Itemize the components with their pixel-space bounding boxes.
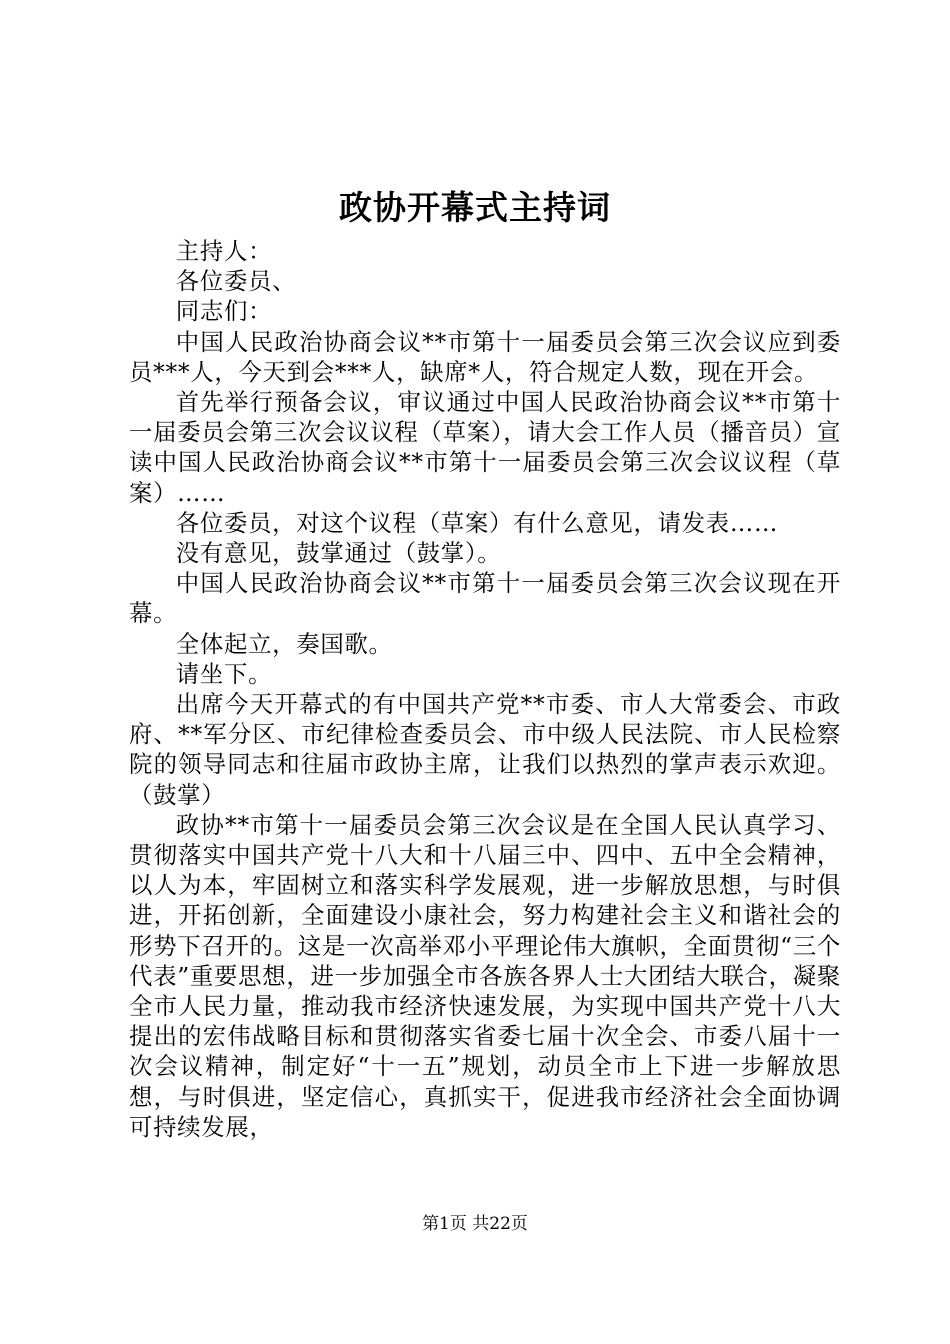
- paragraph: 全体起立，奏国歌。: [175, 629, 393, 658]
- paragraph: 各位委员，对这个议程（草案）有什么意见，请发表……: [175, 508, 779, 537]
- paragraph: 政协**市第十一届委员会第三次会议是在全国人民认真学习、贯彻落实中国共产党十八大和十八届三中、四中、五中全会精神，以人为本，牢固树立和落实科学发展观，进一步解放思想，与时俱进，开拓创新，全面建设小康社会，努力构建社会主义和谐社会的形势下召开的。这是一次高举邓小平理论伟大旗帜，全面贯彻“三个代表”重要思想，进一步加强全市各族各界人士大团结大联合，凝聚全市人民力量，推动我市经济快速发展，为实现中国共产党十八大提出的宏伟战略目标和贯彻落实省委七届十次全会、市委八届十一次会议精神，制定好“十一五”规划，动员全市上下进一步解放思想，与时俱进，坚定信心，真抓实干，促进我市经济社会全面协调可持续发展，: [129, 810, 841, 1141]
- document-body: [129, 236, 841, 1142]
- paragraph: 主持人：: [175, 237, 273, 265]
- paragraph: 出席今天开幕式的有中国共产党**市委、市人大常委会、市政府、**军分区、市纪律检查委员会、市中级人民法院、市人民检察院的领导同志和往届市政协主席，让我们以热烈的掌声表示欢迎。（鼓掌）: [129, 690, 841, 809]
- paragraph: 请坐下。: [175, 659, 273, 688]
- document-title: 政协开幕式主持词: [339, 188, 611, 227]
- paragraph: 同志们：: [175, 297, 273, 326]
- paragraph: 没有意见，鼓掌通过（鼓掌）。: [175, 539, 502, 568]
- paragraph: 中国人民政治协商会议**市第十一届委员会第三次会议应到委员***人，今天到会***人，缺席*人，符合规定人数，现在开会。: [129, 327, 841, 386]
- page-footer: 第1页 共22页: [422, 1214, 528, 1234]
- paragraph: 首先举行预备会议，审议通过中国人民政治协商会议**市第十一届委员会第三次会议议程（草案），请大会工作人员（播音员）宣读中国人民政治协商会议**市第十一届委员会第三次会议议程（草案）……: [129, 388, 841, 507]
- paragraph: 各位委员、: [175, 267, 297, 296]
- paragraph: 中国人民政治协商会议**市第十一届委员会第三次会议现在开幕。: [129, 569, 841, 628]
